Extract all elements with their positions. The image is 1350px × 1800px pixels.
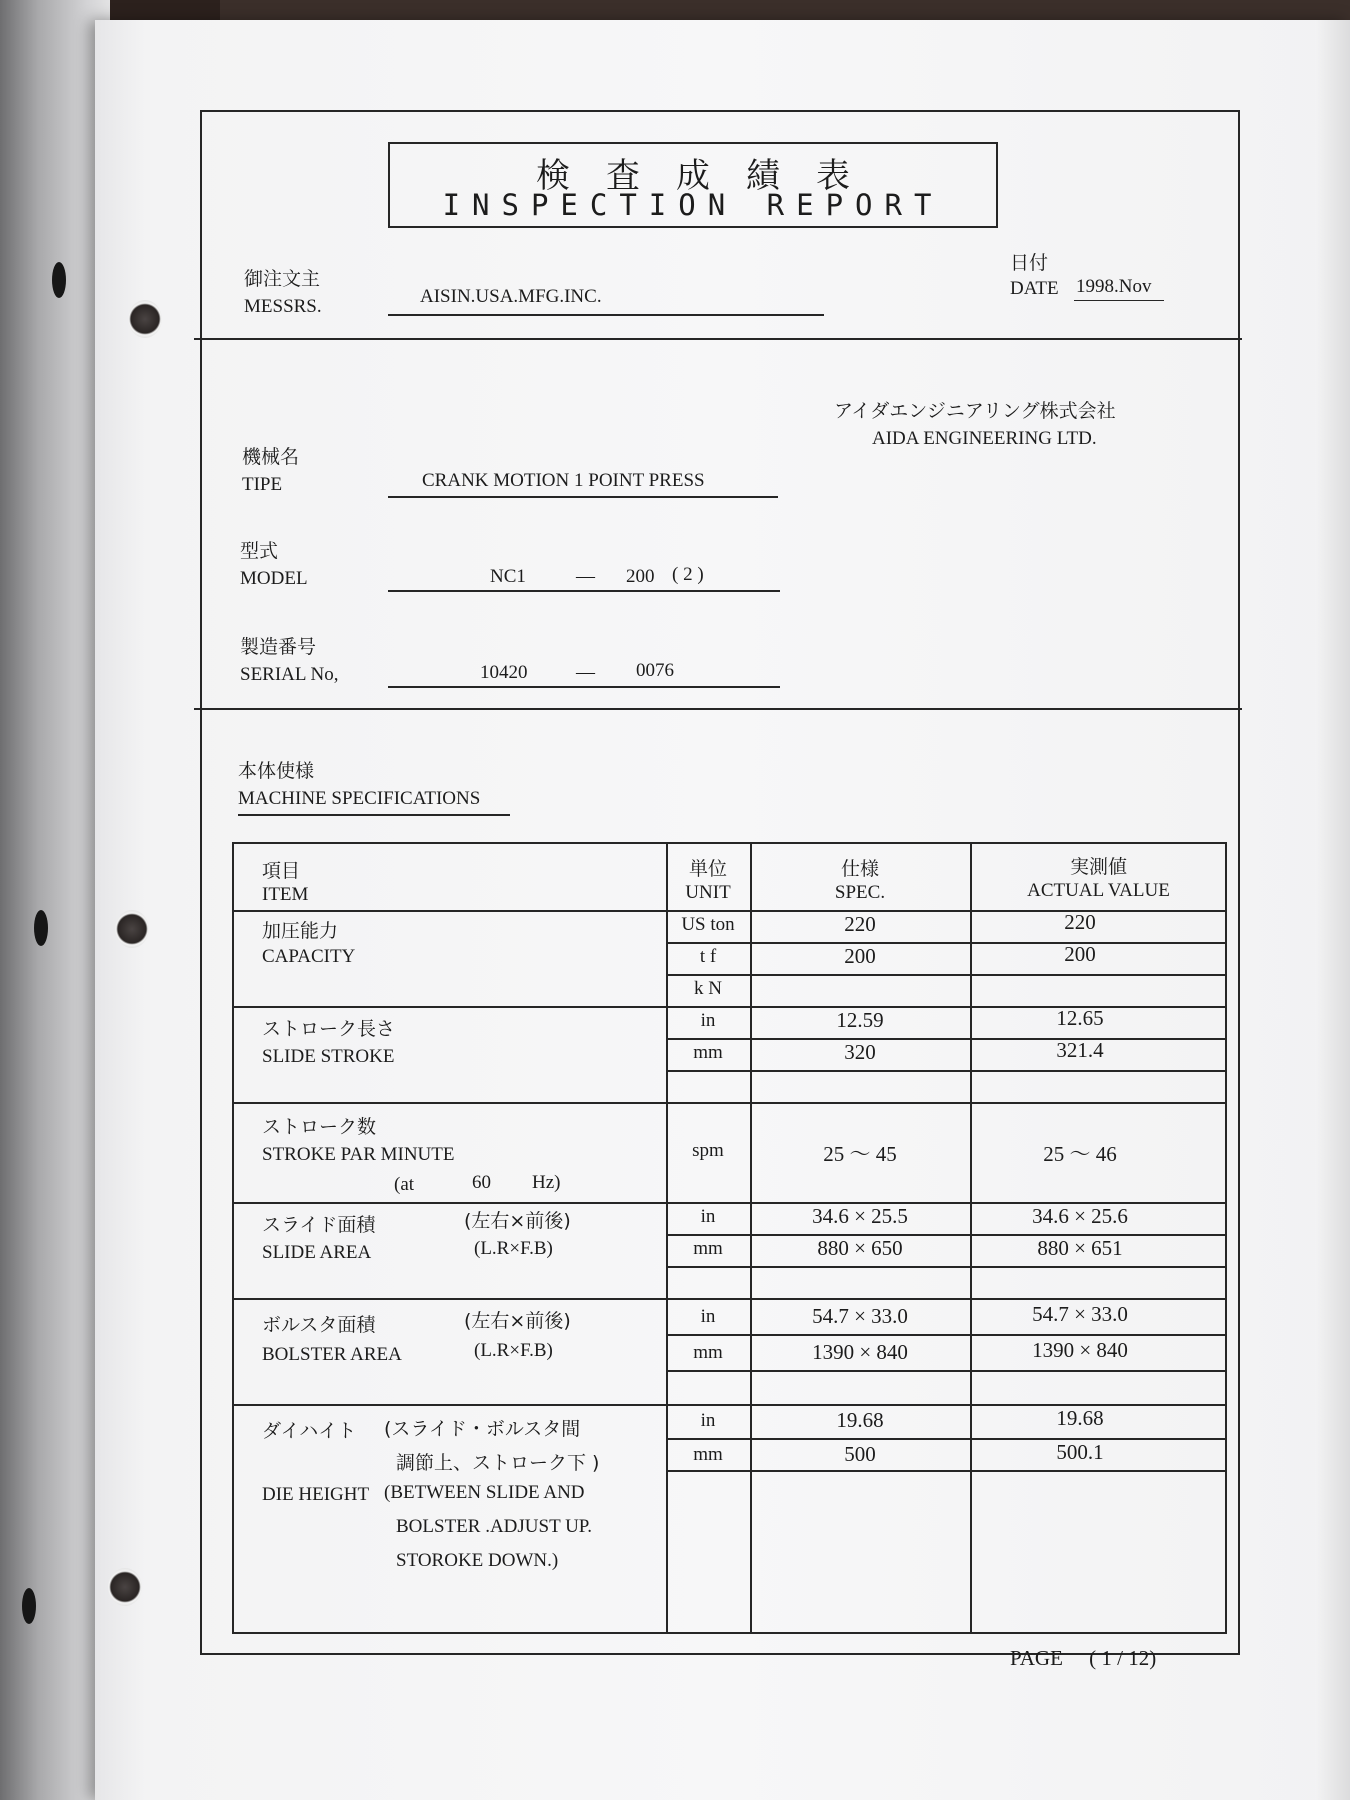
row-divider: [666, 1370, 1227, 1372]
type-underline: [388, 496, 778, 498]
messrs-underline: [388, 314, 824, 316]
stroke-label-jp: ストローク長さ: [262, 1018, 396, 1040]
date-label-jp: 日付: [1010, 252, 1049, 274]
slide-area-actual-2: 880 × 651: [1037, 1236, 1123, 1260]
serial-label-jp: 製造番号: [240, 636, 317, 658]
binder-ring-hole: [52, 262, 66, 298]
capacity-label-jp: 加圧能力: [262, 920, 339, 942]
page-value: ( 1 / 12): [1089, 1646, 1157, 1670]
spm-label-en: STROKE PAR MINUTE: [262, 1144, 455, 1165]
row-divider: [666, 1266, 1227, 1268]
spec-table: [232, 842, 1227, 1634]
slide-area-label-jp: スライド面積: [262, 1214, 376, 1236]
serial-label-en: SERIAL No,: [240, 664, 339, 685]
col-item-jp: 項目: [262, 860, 301, 882]
bolster-area-spec-1: 54.7 × 33.0: [812, 1304, 908, 1328]
spm-unit: spm: [692, 1140, 724, 1161]
die-height-note-jp-1: (スライド・ボルスタ間: [384, 1418, 581, 1440]
messrs-label-en: MESSRS.: [244, 296, 322, 317]
bolster-area-label-en: BOLSTER AREA: [262, 1344, 402, 1365]
slide-area-label-en: SLIDE AREA: [262, 1242, 372, 1263]
type-label-jp: 機械名: [242, 446, 300, 468]
paper-edge: [1315, 20, 1350, 1800]
col-spec-en: SPEC.: [834, 882, 886, 903]
serial-dash: —: [576, 662, 595, 683]
spm-spec: 25 ～ 45: [823, 1142, 897, 1166]
bolster-area-note-jp: (左右×前後): [464, 1310, 571, 1332]
serial-part1: 10420: [480, 662, 528, 683]
slide-area-unit-1: in: [700, 1206, 716, 1227]
spm-label-jp: ストローク数: [262, 1116, 377, 1138]
type-label-en: TIPE: [242, 474, 283, 495]
die-height-actual-2: 500.1: [1056, 1440, 1104, 1464]
stroke-actual-1: 12.65: [1056, 1006, 1104, 1030]
capacity-unit-3: k N: [694, 978, 722, 999]
bolster-area-spec-2: 1390 × 840: [812, 1340, 908, 1364]
stroke-label-en: SLIDE STROKE: [262, 1046, 395, 1067]
die-height-note-jp-2: 調節上、ストローク下 ): [396, 1452, 600, 1474]
row-divider: [666, 974, 1227, 976]
date-value: 1998.Nov: [1076, 276, 1152, 297]
spm-hz-value: 60: [472, 1172, 491, 1193]
slide-area-actual-1: 34.6 × 25.6: [1032, 1204, 1128, 1228]
die-height-note-en-1: (BETWEEN SLIDE AND: [384, 1482, 585, 1503]
binder-ring-hole: [34, 910, 48, 946]
die-height-label-en: DIE HEIGHT: [262, 1484, 370, 1505]
model-part3: ( 2 ): [672, 564, 704, 585]
inspection-report: [200, 110, 1240, 1655]
specs-heading-underline: [238, 814, 510, 816]
model-part2: 200: [626, 566, 655, 587]
bolster-area-label-jp: ボルスタ面積: [262, 1314, 376, 1336]
capacity-actual-1: 220: [1064, 910, 1096, 934]
stroke-spec-1: 12.59: [836, 1008, 884, 1032]
stroke-spec-2: 320: [844, 1040, 876, 1064]
bolster-area-actual-2: 1390 × 840: [1032, 1338, 1128, 1362]
report-title-box: [388, 142, 998, 228]
die-height-actual-1: 19.68: [1056, 1406, 1104, 1430]
date-label-en: DATE: [1010, 278, 1059, 299]
specs-heading-en: MACHINE SPECIFICATIONS: [238, 788, 481, 809]
row-divider: [666, 1334, 1227, 1336]
company-name-jp: アイダエンジニアリング株式会社: [834, 400, 1116, 422]
col-item-en: ITEM: [262, 884, 309, 905]
messrs-label-jp: 御注文主: [244, 268, 321, 290]
stroke-unit-1: in: [700, 1010, 716, 1031]
page-label: PAGE: [1010, 1646, 1063, 1670]
die-height-spec-1: 19.68: [836, 1408, 884, 1432]
messrs-value: AISIN.USA.MFG.INC.: [420, 286, 602, 307]
report-title-en: INSPECTION REPORT: [442, 188, 944, 222]
bolster-area-unit-1: in: [700, 1306, 716, 1327]
date-underline: [1074, 300, 1164, 301]
model-part1: NC1: [490, 566, 526, 587]
slide-area-spec-2: 880 × 650: [817, 1236, 903, 1260]
capacity-unit-2: t f: [699, 946, 717, 967]
spm-hz: Hz): [532, 1172, 561, 1193]
punch-hole: [128, 300, 162, 338]
slide-area-note-jp: (左右×前後): [464, 1210, 571, 1232]
row-divider: [666, 1070, 1227, 1072]
model-label-jp: 型式: [240, 540, 279, 562]
stroke-actual-2: 321.4: [1056, 1038, 1104, 1062]
bolster-area-note-en: (L.R×F.B): [474, 1340, 553, 1361]
report-title-jp: 検査成績表: [536, 156, 886, 196]
model-label-en: MODEL: [240, 568, 308, 589]
row-divider: [666, 1470, 1227, 1472]
col-spec-jp: 仕様: [840, 858, 879, 880]
serial-part2: 0076: [636, 660, 674, 681]
col-actual-jp: 実測値: [1069, 856, 1127, 878]
punch-hole: [108, 1568, 142, 1606]
bolster-area-actual-1: 54.7 × 33.0: [1032, 1302, 1128, 1326]
col-unit-jp: 単位: [688, 858, 727, 880]
binder-ring-hole: [22, 1588, 36, 1624]
specs-heading-jp: 本体使様: [238, 760, 315, 782]
type-value: CRANK MOTION 1 POINT PRESS: [422, 470, 705, 491]
row-divider: [234, 1298, 1227, 1300]
capacity-spec-1: 220: [844, 912, 876, 936]
serial-underline: [388, 686, 780, 688]
capacity-label-en: CAPACITY: [262, 946, 356, 967]
model-underline: [388, 590, 780, 592]
section-divider: [194, 338, 1242, 340]
die-height-unit-1: in: [700, 1410, 716, 1431]
row-divider: [234, 1102, 1227, 1104]
die-height-spec-2: 500: [844, 1442, 876, 1466]
die-height-note-en-3: STOROKE DOWN.): [396, 1550, 559, 1571]
die-height-unit-2: mm: [693, 1444, 723, 1465]
spm-actual: 25 ～ 46: [1043, 1142, 1117, 1166]
section-divider: [194, 708, 1242, 710]
col-unit-en: UNIT: [685, 882, 731, 903]
capacity-unit-1: US ton: [681, 914, 735, 935]
die-height-note-en-2: BOLSTER .ADJUST UP.: [396, 1516, 593, 1537]
punch-hole: [115, 910, 149, 948]
company-name-en: AIDA ENGINEERING LTD.: [872, 428, 1097, 449]
slide-area-unit-2: mm: [693, 1238, 723, 1259]
capacity-actual-2: 200: [1064, 942, 1096, 966]
slide-area-note-en: (L.R×F.B): [474, 1238, 553, 1259]
col-actual-en: ACTUAL VALUE: [1027, 880, 1170, 901]
spm-at: (at: [394, 1174, 415, 1195]
slide-area-spec-1: 34.6 × 25.5: [812, 1204, 908, 1228]
bolster-area-unit-2: mm: [693, 1342, 723, 1363]
model-dash: —: [576, 566, 595, 587]
die-height-label-jp: ダイハイト: [262, 1420, 357, 1442]
page-number: [1010, 1646, 1156, 1671]
stroke-unit-2: mm: [693, 1042, 723, 1063]
capacity-spec-2: 200: [844, 944, 876, 968]
